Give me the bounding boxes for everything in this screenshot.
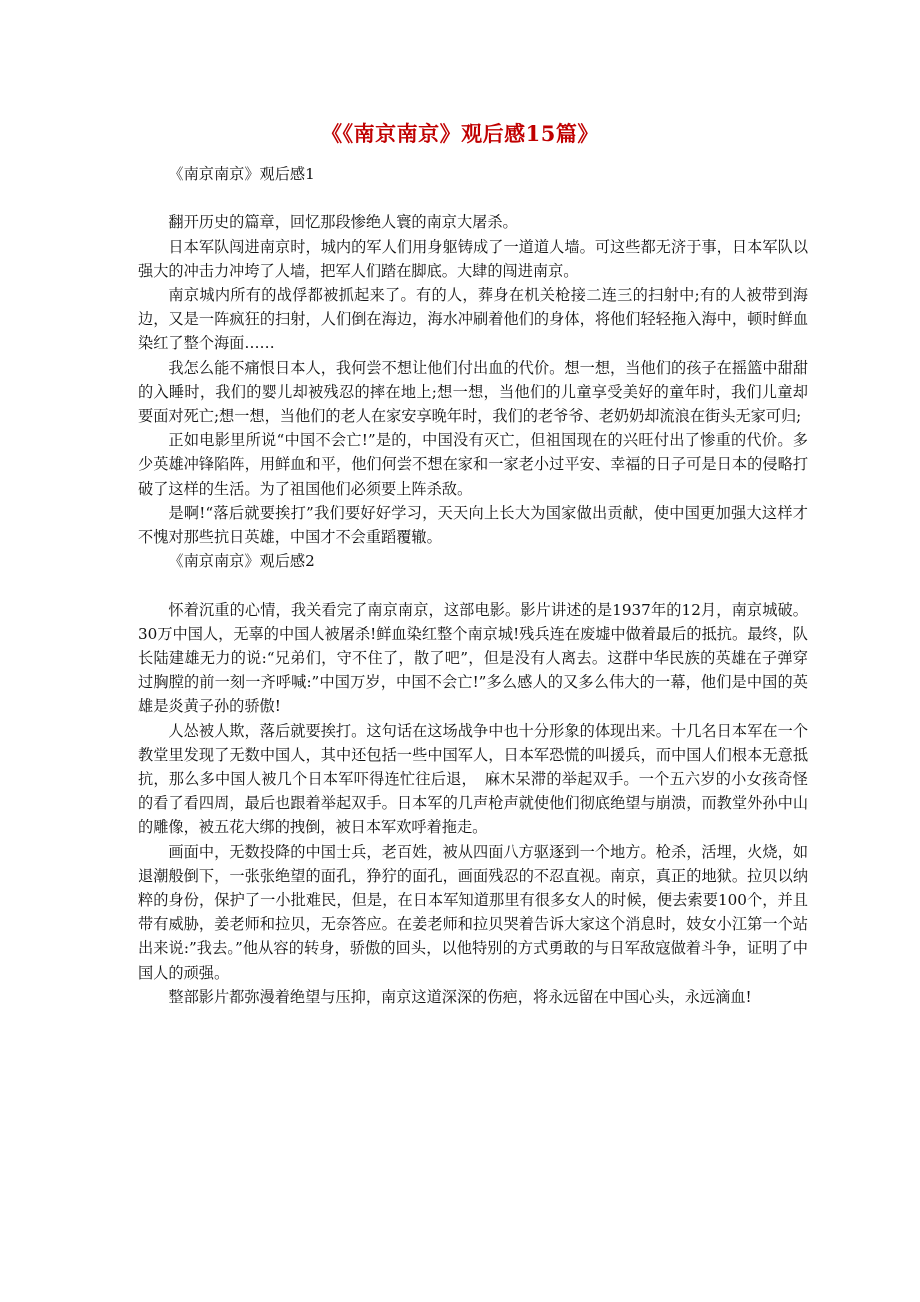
section-heading: 《南京南京》观后感2 [168,552,315,571]
blank-line [138,186,808,210]
blank-line [138,573,808,597]
paragraph: 怀着沉重的心情，我关看完了南京南京，这部电影。影片讲述的是1937年的12月，南京城破。30万中国人，无辜的中国人被屠杀!鲜血染红整个南京城!残兵连在废墟中做着最后的抵抗。最终，队长陆建雄无力的说:“兄弟们，守不住了，散了吧”，但是没有人离去。这群中华民族的英雄在子弹穿过胸膛的前一刻一齐呼喊:”中国万岁，中国不会亡!”多么感人的又多么伟大的一幕，他们是中国的英雄是炎黄子孙的骄傲! [138,600,808,716]
paragraph: 南京城内所有的战俘都被抓起来了。有的人，葬身在机关枪接二连三的扫射中;有的人被带到海边，又是一阵疯狂的扫射，人们倒在海边，海水冲刷着他们的身体，将他们轻轻拖入海中，顿时鲜血染红了整个海面…… [138,286,808,353]
paragraph: 是啊!“落后就要挨打”我们要好好学习，天天向上长大为国家做出贡献，使中国更加强大这样才不愧对那些抗日英雄，中国才不会重蹈覆辙。 [138,503,808,547]
paragraph: 整部影片都弥漫着绝望与压抑，南京这道深深的伤疤，将永远留在中国心头，永远滴血! [168,987,752,1006]
paragraph: 日本军队闯进南京时，城内的军人们用身躯铸成了一道道人墙。可这些都无济于事，日本军队以强大的冲击力冲垮了人墙，把军人们踏在脚底。大肆的闯进南京。 [138,237,808,280]
document-title: 《《南京南京》观后感15篇》 [321,121,599,146]
paragraph: 翻开历史的篇章，回忆那段惨绝人寰的南京大屠杀。 [168,213,518,232]
paragraph: 人怂被人欺，落后就要挨打。这句话在这场战争中也十分形象的体现出来。十几名日本军在一个教堂里发现了无数中国人，其中还包括一些中国军人，日本军恐慌的叫援兵，而中国人们根本无意抵抗，那么多中国人被几个日本军吓得连忙往后退， 麻木呆滞的举起双手。一个五六岁的小女孩奇怪的看了看四周，最后也跟着举起双手。日本军的几声枪声就使他们彻底绝望与崩溃，而教堂外孙中山的雕像，被五花大绑的拽倒，被日本军欢呼着拖走。 [138,721,808,837]
paragraph: 画面中，无数投降的中国士兵，老百姓，被从四面八方驱逐到一个地方。枪杀，活埋，火烧，如退潮般倒下，一张张绝望的面孔，狰狞的面孔，画面残忍的不忍直视。南京，真正的地狱。拉贝以纳粹的身份，保护了一小批难民，但是，在日本军知道那里有很多女人的时候，便去索要100个，并且带有威胁，姜老师和拉贝，无奈答应。在姜老师和拉贝哭着告诉大家这个消息时，妓女小江第一个站出来说:”我去。”他从容的转身，骄傲的回头，以他特别的方式勇敢的与日军敌寇做着斗争，证明了中国人的顽强。 [138,842,808,982]
paragraph: 正如电影里所说“中国不会亡!”是的，中国没有灭亡，但祖国现在的兴旺付出了惨重的代价。多少英雄冲锋陷阵，用鲜血和平，他们何尝不想在家和一家老小过平安、幸福的日子可是日本的侵略打破了这样的生活。为了祖国他们必须要上阵杀敌。 [138,431,808,498]
paragraph: 我怎么能不痛恨日本人，我何尝不想让他们付出血的代价。想一想，当他们的孩子在摇篮中甜甜的入睡时，我们的婴儿却被残忍的摔在地上;想一想，当他们的儿童享受美好的童年时，我们儿童却要面对死亡;想一想，当他们的老人在家安享晚年时，我们的老爷爷、老奶奶却流浪在街头无家可归; [138,358,808,426]
section-heading: 《南京南京》观后感1 [168,165,315,183]
document-body [138,162,808,1009]
